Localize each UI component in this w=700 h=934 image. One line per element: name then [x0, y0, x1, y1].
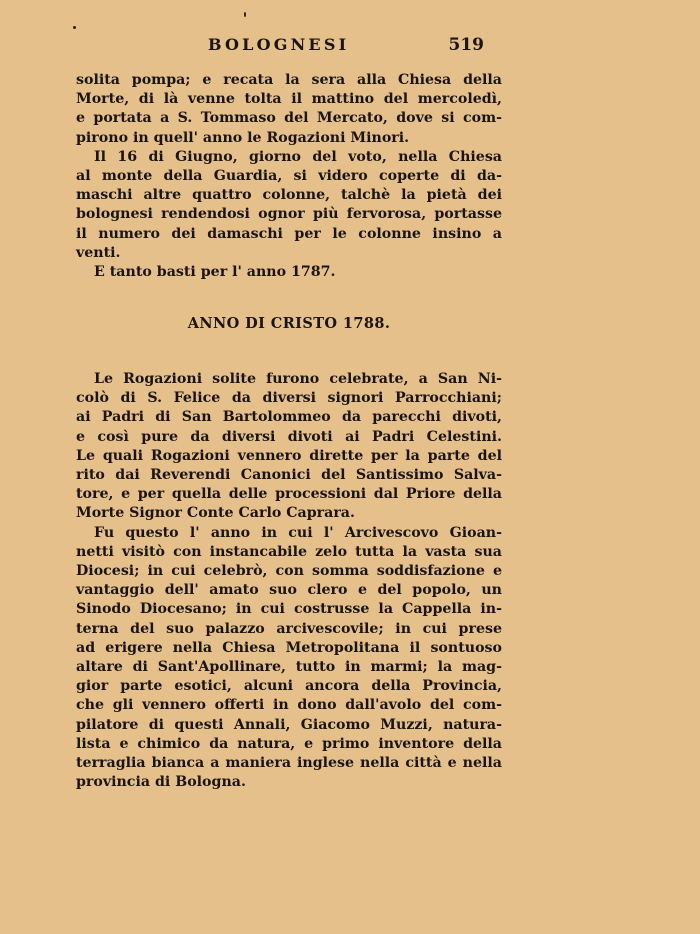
paragraph [76, 370, 502, 524]
text-line: ai Padri di San Bartolommeo da parecchi divoti, [76, 409, 502, 426]
section-heading: ANNO DI CRISTO 1788. [187, 315, 391, 332]
paragraph [76, 71, 502, 148]
text-line: solita pompa; e recata la sera alla Chiesa della [76, 72, 502, 88]
text-line: netti visitò con instancabile zelo tutta la vasta sua [76, 543, 502, 560]
paragraph [76, 263, 502, 282]
running-title: BOLOGNESI [208, 35, 350, 54]
paragraph [76, 524, 502, 793]
text-line: tore, e per quella delle processioni dal Priore della [76, 486, 502, 503]
text-line: e portata a S. Tommaso del Mercato, dove si com- [76, 110, 502, 127]
text-block-bottom [76, 370, 502, 792]
text-line: terna del suo palazzo arcivescovile; in cui prese [76, 620, 502, 637]
text-line: il numero dei damaschi per le colonne insino a [76, 225, 502, 242]
text-line: Diocesi; in cui celebrò, con somma soddisfazione e [76, 563, 502, 580]
text-line: al monte della Guardia, si videro coperte di da- [76, 168, 502, 185]
text-line: lista e chimico da natura, e primo inventore della [76, 735, 502, 752]
text-line: Morte, di là venne tolta il mattino del mercoledì, [76, 91, 502, 108]
text-line: provincia di Bologna. [76, 774, 246, 791]
text-line: rito dai Reverendi Canonici del Santissimo Salva- [76, 467, 502, 484]
paragraph [76, 148, 502, 263]
text-block-top [76, 71, 502, 282]
page-number: 519 [448, 35, 484, 55]
text-line: E tanto basti per l' anno 1787. [94, 264, 336, 281]
text-line: colò di S. Felice da diversi signori Parrocchiani; [76, 390, 502, 407]
text-line: Le Rogazioni solite furono celebrate, a San Ni- [94, 371, 502, 387]
text-line: Morte Signor Conte Carlo Caprara. [76, 505, 355, 522]
text-line: ad erigere nella Chiesa Metropolitana il sontuoso [76, 639, 502, 656]
text-line: terraglia bianca a maniera inglese nella città e nella [76, 755, 502, 772]
text-line: venti. [76, 244, 121, 261]
text-line: gior parte esotici, alcuni ancora della Provincia, [76, 678, 502, 695]
ink-speck [244, 12, 246, 17]
text-line: Fu questo l' anno in cui l' Arcivescovo Gioan- [94, 524, 502, 541]
text-line: pirono in quell' anno le Rogazioni Minori. [76, 129, 410, 146]
running-head [76, 35, 502, 57]
text-line: maschi altre quattro colonne, talchè la pietà dei [76, 187, 502, 204]
text-line: altare di Sant'Apollinare, tutto in marmi; la mag- [76, 659, 502, 676]
text-line: e così pure da diversi divoti ai Padri Celestini. [76, 428, 502, 445]
text-line: pilatore di questi Annali, Giacomo Muzzi, natura- [76, 716, 502, 733]
text-line: Il 16 di Giugno, giorno del voto, nella Chiesa [94, 148, 502, 165]
text-line: che gli vennero offerti in dono dall'avolo del com- [76, 697, 502, 714]
text-line: Le quali Rogazioni vennero dirette per la parte del [76, 447, 502, 464]
text-line: bolognesi rendendosi ognor più fervorosa, portasse [76, 206, 502, 223]
text-line: vantaggio dell' amato suo clero e del popolo, un [76, 582, 502, 599]
text-line: Sinodo Diocesano; in cui costrusse la Cappella in- [76, 601, 502, 618]
ink-speck [73, 26, 76, 29]
